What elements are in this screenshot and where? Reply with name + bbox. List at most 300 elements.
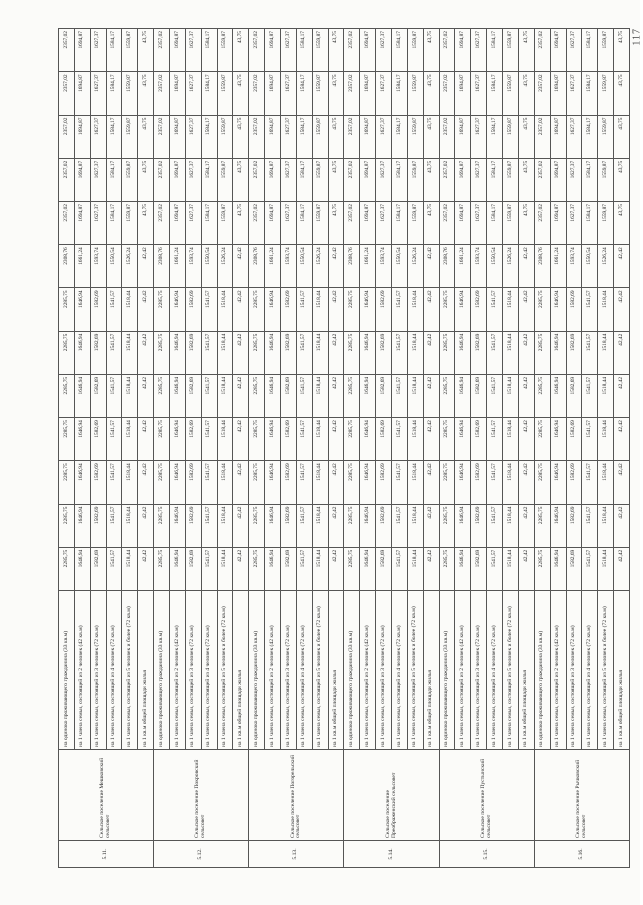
tariff-value: 1582,69 [566, 374, 582, 417]
tariff-value: 1541,57 [582, 288, 598, 331]
tariff-value: 1661,24 [550, 245, 566, 288]
tariff-value: 1550,54 [392, 245, 408, 288]
tariff-value: 1518,44 [217, 418, 233, 461]
tariff-value: 1518,44 [598, 374, 614, 417]
tariff-value: 43,75 [423, 29, 439, 72]
tariff-value: 1694,87 [455, 158, 471, 201]
tariff-value: 1694,87 [74, 29, 90, 72]
tariff-value: 1559,87 [598, 115, 614, 158]
tariff-value: 1584,17 [392, 29, 408, 72]
tariff-value: 42,42 [423, 374, 439, 417]
tariff-value: 1518,44 [122, 418, 138, 461]
tariff-value: 2357,02 [249, 29, 265, 72]
norm-category: на 1 члена семьи, состоящей из 4 человек (72 кв.м) [582, 591, 598, 750]
tariff-value: 1627,37 [376, 72, 392, 115]
tariff-value: 1541,57 [296, 461, 312, 504]
tariff-value: 1541,57 [487, 504, 503, 547]
tariff-value: 42,42 [518, 245, 534, 288]
tariff-value: 1694,87 [550, 158, 566, 201]
table-row [90, 29, 106, 868]
tariff-value: 2357,02 [344, 202, 360, 245]
tariff-value: 42,42 [138, 374, 154, 417]
tariff-value: 42,42 [614, 461, 630, 504]
tariff-value: 1559,87 [598, 29, 614, 72]
tariff-value: 2357,02 [154, 202, 170, 245]
tariff-value: 1559,87 [312, 72, 328, 115]
tariff-value: 1627,37 [185, 72, 201, 115]
norm-category: на 1 кв.м общей площади жилья [233, 591, 249, 750]
tariff-value: 43,75 [518, 115, 534, 158]
tariff-value: 1541,57 [392, 374, 408, 417]
tariff-value: 1584,17 [106, 202, 122, 245]
tariff-value: 1627,37 [90, 29, 106, 72]
tariff-value: 1694,87 [74, 72, 90, 115]
tariff-value: 2357,02 [534, 115, 550, 158]
tariff-value: 1694,87 [360, 115, 376, 158]
tariff-value: 42,42 [423, 504, 439, 547]
tariff-value: 1694,87 [265, 72, 281, 115]
norm-category: на 1 члена семьи, состоящей из 3 человек (72 кв.м) [376, 591, 392, 750]
tariff-value: 2285,75 [439, 331, 455, 374]
tariff-value: 1559,87 [217, 29, 233, 72]
tariff-value: 42,42 [233, 245, 249, 288]
tariff-value: 1526,24 [217, 245, 233, 288]
tariff-value: 1582,69 [281, 504, 297, 547]
tariff-value: 43,75 [518, 158, 534, 201]
tariff-value: 2285,75 [534, 331, 550, 374]
table-row [550, 29, 566, 868]
tariff-value: 1582,69 [185, 418, 201, 461]
tariff-value: 1582,69 [281, 547, 297, 590]
tariff-value: 1584,17 [201, 202, 217, 245]
tariff-value: 1518,44 [122, 374, 138, 417]
tariff-value: 42,42 [328, 504, 344, 547]
tariff-value: 2357,02 [154, 29, 170, 72]
tariff-value: 2357,02 [439, 72, 455, 115]
tariff-value: 1541,57 [487, 374, 503, 417]
tariff-value: 1518,44 [122, 547, 138, 590]
table-row [487, 29, 503, 868]
tariff-value: 42,42 [614, 245, 630, 288]
tariff-value: 1646,94 [360, 418, 376, 461]
tariff-value: 2357,02 [59, 115, 75, 158]
tariff-value: 42,42 [518, 288, 534, 331]
tariff-value: 1584,17 [392, 158, 408, 201]
tariff-value: 42,42 [614, 374, 630, 417]
tariff-value: 42,42 [518, 461, 534, 504]
tariff-value: 1541,57 [487, 288, 503, 331]
tariff-value: 43,75 [518, 202, 534, 245]
tariff-value: 1518,44 [407, 288, 423, 331]
table-row [233, 29, 249, 868]
tariff-value: 1541,57 [582, 331, 598, 374]
tariff-value: 2357,02 [439, 158, 455, 201]
table-row [281, 29, 297, 868]
tariff-value: 1593,74 [281, 245, 297, 288]
norm-category: на 1 члена семьи, состоящей из 5 человек и более (72 кв.м) [217, 591, 233, 750]
tariff-value: 2357,02 [154, 115, 170, 158]
tariff-value: 2285,75 [59, 418, 75, 461]
tariff-value: 1582,69 [376, 331, 392, 374]
tariff-value: 1661,24 [360, 245, 376, 288]
tariff-value: 42,42 [423, 418, 439, 461]
tariff-value: 43,75 [233, 115, 249, 158]
tariff-value: 1593,74 [90, 245, 106, 288]
tariff-value: 1582,69 [90, 288, 106, 331]
tariff-value: 1627,37 [566, 202, 582, 245]
tariff-value: 1646,94 [74, 331, 90, 374]
table-row [582, 29, 598, 868]
tariff-value: 1694,87 [360, 158, 376, 201]
tariff-value: 1559,87 [503, 158, 519, 201]
tariff-value: 1584,17 [201, 29, 217, 72]
tariff-value: 1627,37 [281, 158, 297, 201]
tariff-value: 1661,24 [74, 245, 90, 288]
tariff-value: 1646,94 [455, 461, 471, 504]
tariff-value: 2285,75 [439, 461, 455, 504]
table-row [518, 29, 534, 868]
tariff-value: 1518,44 [503, 418, 519, 461]
tariff-value: 1694,87 [360, 202, 376, 245]
tariff-value: 42,42 [233, 504, 249, 547]
tariff-value: 43,75 [233, 202, 249, 245]
tariff-value: 1582,69 [281, 418, 297, 461]
tariff-value: 1518,44 [598, 461, 614, 504]
tariff-value: 1593,74 [471, 245, 487, 288]
tariff-value: 1518,44 [217, 288, 233, 331]
tariff-value: 1627,37 [185, 202, 201, 245]
tariff-value: 1526,24 [407, 245, 423, 288]
tariff-value: 1627,37 [376, 115, 392, 158]
tariff-value: 1559,87 [407, 115, 423, 158]
tariff-value: 2308,76 [534, 245, 550, 288]
tariff-value: 1559,87 [503, 202, 519, 245]
tariff-value: 1694,87 [265, 158, 281, 201]
tariff-value: 42,42 [614, 288, 630, 331]
tariff-value: 42,42 [328, 461, 344, 504]
tariff-value: 1694,87 [550, 29, 566, 72]
tariff-value: 1582,69 [185, 331, 201, 374]
tariff-value: 1646,94 [455, 331, 471, 374]
tariff-value: 42,42 [423, 245, 439, 288]
tariff-value: 1584,17 [392, 72, 408, 115]
tariff-value: 2285,75 [249, 418, 265, 461]
tariff-value: 1582,69 [471, 418, 487, 461]
tariff-value: 1582,69 [90, 461, 106, 504]
tariff-value: 2357,02 [59, 202, 75, 245]
tariff-value: 1582,69 [376, 374, 392, 417]
tariff-value: 2308,76 [249, 245, 265, 288]
tariff-value: 2285,75 [154, 374, 170, 417]
tariff-value: 42,42 [233, 418, 249, 461]
tariff-value: 1584,17 [582, 115, 598, 158]
tariff-value: 2285,75 [154, 504, 170, 547]
norm-category: на 1 члена семьи, состоящей из 5 человек и более (72 кв.м) [503, 591, 519, 750]
tariff-value: 1518,44 [312, 331, 328, 374]
tariff-value: 1582,69 [376, 418, 392, 461]
table-row [154, 29, 170, 868]
norm-category: на одиноко проживающего гражданина (33 кв.м) [249, 591, 265, 750]
tariff-value: 1582,69 [281, 331, 297, 374]
tariff-value: 1582,69 [566, 461, 582, 504]
tariff-value: 1541,57 [106, 547, 122, 590]
tariff-value: 2285,75 [59, 504, 75, 547]
tariff-value: 1541,57 [106, 331, 122, 374]
tariff-value: 1593,74 [376, 245, 392, 288]
norm-category: на 1 кв.м общей площади жилья [518, 591, 534, 750]
tariff-value: 1559,87 [312, 115, 328, 158]
tariff-value: 2285,75 [534, 374, 550, 417]
table-row [328, 29, 344, 868]
row-number: 5.12. [154, 841, 249, 868]
tariff-value: 1627,37 [90, 115, 106, 158]
tariff-value: 1694,87 [265, 202, 281, 245]
tariff-value: 1646,94 [170, 418, 186, 461]
tariff-value: 42,42 [423, 461, 439, 504]
norm-category: на 1 члена семьи, состоящей из 2 человек (42 кв.м) [170, 591, 186, 750]
tariff-value: 1518,44 [598, 504, 614, 547]
tariff-value: 1694,87 [550, 72, 566, 115]
tariff-value: 1518,44 [122, 504, 138, 547]
tariff-value: 1694,87 [455, 29, 471, 72]
tariff-value: 43,75 [138, 115, 154, 158]
tariff-value: 1646,94 [170, 461, 186, 504]
tariff-value: 43,75 [518, 29, 534, 72]
tariff-value: 1694,87 [360, 29, 376, 72]
norm-category: на 1 члена семьи, состоящей из 4 человек (72 кв.м) [296, 591, 312, 750]
tariff-value: 1694,87 [170, 115, 186, 158]
tariff-value: 1627,37 [185, 115, 201, 158]
tariff-value: 1694,87 [170, 29, 186, 72]
tariff-value: 1694,87 [74, 158, 90, 201]
tariff-value: 1627,37 [90, 202, 106, 245]
tariff-value: 1646,94 [265, 504, 281, 547]
tariff-value: 1584,17 [392, 202, 408, 245]
table-row [249, 29, 265, 868]
tariff-value: 42,42 [518, 331, 534, 374]
tariff-value: 2357,02 [154, 72, 170, 115]
tariff-value: 1541,57 [296, 418, 312, 461]
tariff-value: 42,42 [138, 504, 154, 547]
tariff-value: 1559,87 [217, 158, 233, 201]
norm-category: на 1 члена семьи, состоящей из 4 человек (72 кв.м) [487, 591, 503, 750]
norm-category: на 1 члена семьи, состоящей из 2 человек (42 кв.м) [74, 591, 90, 750]
tariff-value: 42,42 [614, 418, 630, 461]
tariff-value: 2357,02 [154, 158, 170, 201]
tariff-value: 1541,57 [296, 374, 312, 417]
norm-category: на 1 члена семьи, состоящей из 5 человек и более (72 кв.м) [122, 591, 138, 750]
tariff-value: 1646,94 [550, 461, 566, 504]
tariff-value: 1582,69 [376, 547, 392, 590]
tariff-value: 1646,94 [360, 461, 376, 504]
tariff-value: 1550,54 [296, 245, 312, 288]
norm-category: на 1 члена семьи, состоящей из 5 человек и более (72 кв.м) [312, 591, 328, 750]
tariff-value: 2357,02 [344, 115, 360, 158]
tariff-value: 1582,69 [90, 418, 106, 461]
tariff-value: 2285,75 [344, 418, 360, 461]
row-number: 5.15. [439, 841, 534, 868]
tariff-value: 1694,87 [170, 72, 186, 115]
tariff-value: 2357,02 [59, 72, 75, 115]
table-row [392, 29, 408, 868]
tariff-value: 1646,94 [265, 331, 281, 374]
tariff-value: 2285,75 [344, 547, 360, 590]
tariff-value: 1646,94 [550, 288, 566, 331]
tariff-value: 2357,02 [439, 115, 455, 158]
tariff-value: 1646,94 [265, 547, 281, 590]
norm-category: на 1 члена семьи, состоящей из 4 человек (72 кв.м) [392, 591, 408, 750]
tariff-value: 1584,17 [296, 158, 312, 201]
tariff-value: 1518,44 [503, 331, 519, 374]
table-row [407, 29, 423, 868]
tariff-value: 2285,75 [439, 374, 455, 417]
tariff-value: 2357,02 [59, 158, 75, 201]
tariff-value: 43,75 [423, 115, 439, 158]
tariff-value: 1518,44 [312, 418, 328, 461]
table-row [138, 29, 154, 868]
tariff-value: 1694,87 [550, 115, 566, 158]
norm-category: на 1 члена семьи, состоящей из 2 человек (42 кв.м) [360, 591, 376, 750]
tariff-value: 1541,57 [296, 288, 312, 331]
norm-category: на 1 члена семьи, состоящей из 4 человек (72 кв.м) [201, 591, 217, 750]
tariff-value: 1541,57 [106, 418, 122, 461]
tariff-value: 1584,17 [296, 29, 312, 72]
tariff-value: 42,42 [233, 374, 249, 417]
tariff-value: 42,42 [518, 547, 534, 590]
tariff-value: 2285,75 [534, 461, 550, 504]
norm-category: на одиноко проживающего гражданина (33 кв.м) [344, 591, 360, 750]
tariff-value: 1646,94 [360, 331, 376, 374]
tariff-value: 1559,87 [217, 115, 233, 158]
tariff-value: 1627,37 [566, 158, 582, 201]
tariff-value: 1694,87 [265, 115, 281, 158]
tariff-value: 2357,02 [439, 202, 455, 245]
tariff-value: 1550,54 [487, 245, 503, 288]
tariff-value: 1582,69 [471, 331, 487, 374]
tariff-value: 43,75 [138, 72, 154, 115]
tariff-value: 1646,94 [74, 504, 90, 547]
tariff-value: 2308,76 [439, 245, 455, 288]
tariff-value: 1627,37 [281, 72, 297, 115]
tariff-value: 1694,87 [74, 115, 90, 158]
tariff-value: 1584,17 [296, 115, 312, 158]
tariff-value: 1518,44 [122, 461, 138, 504]
tariff-value: 1559,87 [598, 158, 614, 201]
tariff-value: 1582,69 [566, 288, 582, 331]
settlement-name: Сельское поселение Преображенский сельсовет [344, 750, 439, 841]
tariff-value: 1646,94 [360, 504, 376, 547]
tariff-value: 1559,87 [122, 115, 138, 158]
tariff-value: 1582,69 [185, 461, 201, 504]
tariff-value: 1582,69 [185, 547, 201, 590]
tariff-value: 43,75 [328, 72, 344, 115]
tariff-value: 2285,75 [439, 547, 455, 590]
tariff-value: 42,42 [138, 418, 154, 461]
tariff-value: 1584,17 [106, 158, 122, 201]
norm-category: на 1 члена семьи, состоящей из 3 человек (72 кв.м) [185, 591, 201, 750]
tariff-value: 1646,94 [455, 288, 471, 331]
tariff-value: 1582,69 [471, 461, 487, 504]
tariff-value: 1646,94 [265, 374, 281, 417]
table-row [344, 29, 360, 868]
tariff-value: 1518,44 [598, 418, 614, 461]
tariff-value: 1584,17 [296, 202, 312, 245]
tariff-value: 1559,87 [312, 29, 328, 72]
tariff-value: 2357,02 [534, 29, 550, 72]
table-row [376, 29, 392, 868]
table-row [423, 29, 439, 868]
tariff-value: 43,75 [614, 158, 630, 201]
table-row [471, 29, 487, 868]
tariff-value: 1518,44 [407, 374, 423, 417]
tariff-value: 1559,87 [503, 115, 519, 158]
table-row [614, 29, 630, 868]
tariff-value: 1582,69 [376, 504, 392, 547]
row-number: 5.11. [59, 841, 154, 868]
tariff-value: 1584,17 [582, 202, 598, 245]
tariff-value: 1627,37 [281, 202, 297, 245]
tariff-value: 1550,54 [201, 245, 217, 288]
tariff-value: 1646,94 [265, 418, 281, 461]
tariff-value: 42,42 [233, 288, 249, 331]
tariff-value: 2285,75 [59, 374, 75, 417]
tariff-value: 1526,24 [598, 245, 614, 288]
tariff-value: 1646,94 [360, 288, 376, 331]
tariff-value: 1646,94 [550, 418, 566, 461]
tariff-value: 43,75 [233, 72, 249, 115]
tariff-value: 1541,57 [487, 418, 503, 461]
tariff-value: 1541,57 [392, 288, 408, 331]
tariff-value: 42,42 [614, 547, 630, 590]
tariff-value: 43,75 [614, 202, 630, 245]
tariff-value: 1627,37 [281, 29, 297, 72]
tariff-value: 1550,54 [106, 245, 122, 288]
tariff-value: 1627,37 [281, 115, 297, 158]
tariff-value: 1541,57 [487, 547, 503, 590]
tariff-value: 1661,24 [455, 245, 471, 288]
norm-category: на 1 члена семьи, состоящей из 5 человек и более (72 кв.м) [407, 591, 423, 750]
norm-category: на 1 члена семьи, состоящей из 3 человек (72 кв.м) [90, 591, 106, 750]
tariff-value: 1584,17 [582, 29, 598, 72]
tariff-value: 1646,94 [265, 461, 281, 504]
tariff-value: 1582,69 [376, 461, 392, 504]
tariff-value: 1541,57 [106, 288, 122, 331]
tariff-value: 2285,75 [59, 331, 75, 374]
tariff-value: 43,75 [328, 158, 344, 201]
tariff-value: 1584,17 [201, 72, 217, 115]
tariff-value: 2285,75 [344, 374, 360, 417]
tariff-value: 1584,17 [296, 72, 312, 115]
tariff-value: 2285,75 [154, 461, 170, 504]
tariff-value: 1646,94 [455, 504, 471, 547]
tariff-value: 43,75 [328, 29, 344, 72]
tariff-value: 1593,74 [566, 245, 582, 288]
tariff-value: 1559,87 [312, 158, 328, 201]
tariff-value: 2285,75 [344, 331, 360, 374]
tariff-value: 2285,75 [249, 331, 265, 374]
table-row [201, 29, 217, 868]
tariff-value: 1559,87 [217, 202, 233, 245]
tariff-value: 1582,69 [566, 331, 582, 374]
tariff-value: 1518,44 [122, 331, 138, 374]
tariff-value: 1526,24 [122, 245, 138, 288]
table-row [598, 29, 614, 868]
tariff-value: 1559,87 [312, 202, 328, 245]
tariff-value: 1694,87 [550, 202, 566, 245]
tariff-value: 1627,37 [185, 29, 201, 72]
tariff-value: 1559,87 [122, 158, 138, 201]
tariff-value: 42,42 [614, 331, 630, 374]
